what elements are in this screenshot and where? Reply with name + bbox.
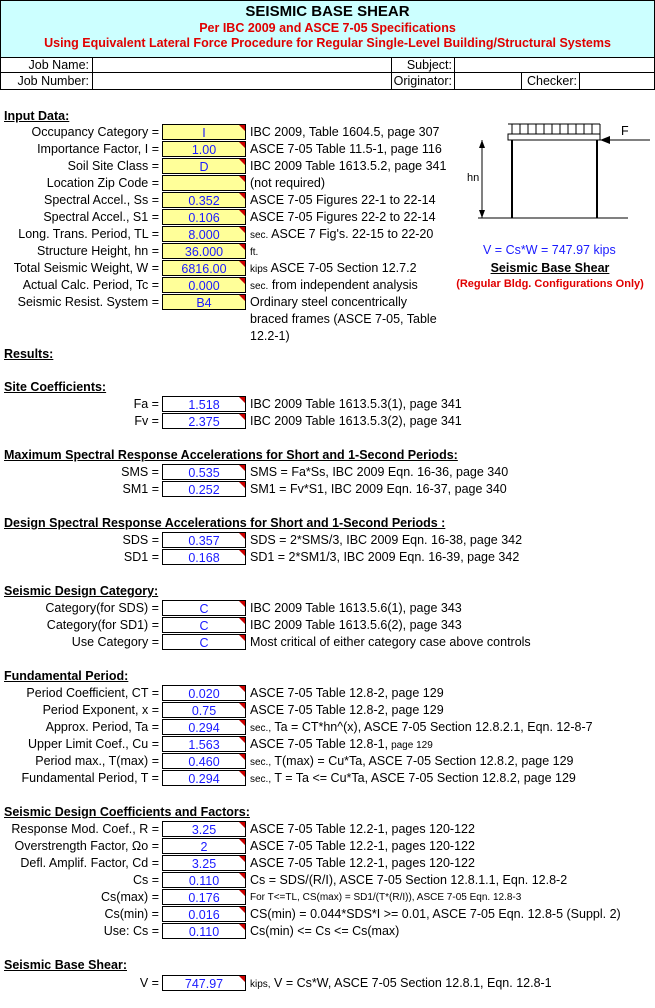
result-cell[interactable] bbox=[162, 600, 246, 616]
row-label: Overstrength Factor, Ωo = bbox=[14, 839, 159, 853]
table-row bbox=[0, 464, 655, 481]
comment-marker-icon bbox=[239, 839, 245, 845]
comment-marker-icon bbox=[239, 397, 245, 403]
row-note-text: SDS = 2*SMS/3, IBC 2009 Eqn. 16-38, page 342 bbox=[250, 533, 523, 547]
row-note bbox=[250, 243, 258, 260]
cell-value: 0.168 bbox=[188, 551, 220, 565]
cell-value: 1.00 bbox=[191, 143, 217, 157]
row-note-text: Ta = CT*hn^(x), ASCE 7-05 Section 12.8.2.1, Eqn. 12-8-7 bbox=[274, 720, 593, 734]
row-note-text: Cs = SDS/(R/I), ASCE 7-05 Section 12.8.1.1, Eqn. 12.8-2 bbox=[250, 873, 568, 887]
system-note-2: braced frames (ASCE 7-05, Table bbox=[250, 312, 437, 326]
cell-value: C bbox=[199, 619, 209, 633]
comment-marker-icon bbox=[239, 822, 245, 828]
input-cell[interactable] bbox=[162, 192, 246, 208]
checker-field[interactable] bbox=[580, 73, 654, 89]
result-cell[interactable] bbox=[162, 549, 246, 565]
row-unit: sec., bbox=[250, 757, 272, 768]
table-row bbox=[0, 549, 655, 566]
site-coefficients-heading: Site Coefficients: bbox=[4, 380, 107, 394]
row-label: Seismic Resist. System = bbox=[17, 295, 159, 309]
row-note bbox=[250, 464, 508, 481]
height-label: hn bbox=[467, 172, 480, 184]
row-note bbox=[250, 158, 446, 175]
job-name-label: Job Name: bbox=[28, 58, 89, 72]
comment-marker-icon bbox=[239, 278, 245, 284]
row-note-text: IBC 2009 Table 1613.5.6(2), page 343 bbox=[250, 618, 462, 632]
input-cell[interactable] bbox=[162, 124, 246, 140]
input-cell[interactable] bbox=[162, 260, 246, 276]
cell-value: D bbox=[199, 160, 209, 174]
comment-marker-icon bbox=[239, 295, 245, 301]
row-note bbox=[250, 260, 417, 277]
row-note bbox=[250, 634, 531, 651]
comment-marker-icon bbox=[239, 976, 245, 982]
comment-marker-icon bbox=[239, 601, 245, 607]
table-row bbox=[0, 532, 655, 549]
row-note-text: ASCE 7-05 Table 12.2-1, pages 120-122 bbox=[250, 856, 475, 870]
row-unit: kips bbox=[250, 264, 268, 275]
table-row bbox=[0, 821, 655, 838]
sheet-title: SEISMIC BASE SHEAR bbox=[245, 3, 410, 20]
row-note bbox=[250, 923, 399, 940]
base-shear-note-text: V = Cs*W, ASCE 7-05 Section 12.8.1, Eqn. 12.8-1 bbox=[274, 976, 552, 990]
row-note-text: Cs(min) <= Cs <= Cs(max) bbox=[250, 924, 400, 938]
row-note bbox=[250, 770, 576, 787]
input-cell[interactable] bbox=[162, 243, 246, 259]
input-cell[interactable] bbox=[162, 175, 246, 191]
row-label: Importance Factor, I = bbox=[37, 142, 159, 156]
row-unit: ft. bbox=[250, 247, 259, 258]
comment-marker-icon bbox=[239, 771, 245, 777]
row-note bbox=[250, 141, 442, 158]
table-row bbox=[0, 719, 655, 736]
result-cell[interactable] bbox=[162, 617, 246, 633]
subject-label: Subject: bbox=[406, 58, 452, 72]
table-row bbox=[0, 736, 655, 753]
cell-value: 0.535 bbox=[188, 466, 220, 480]
result-cell[interactable] bbox=[162, 923, 246, 939]
row-label: Total Seismic Weight, W = bbox=[13, 261, 159, 275]
job-info-box bbox=[0, 57, 655, 90]
row-note bbox=[250, 889, 521, 906]
row-note-text: ASCE 7-05 Table 12.8-2, page 129 bbox=[250, 703, 444, 717]
row-note bbox=[250, 532, 522, 549]
row-label: Approx. Period, Ta = bbox=[45, 720, 159, 734]
row-label: Use: Cs = bbox=[103, 924, 159, 938]
result-cell[interactable] bbox=[162, 413, 246, 429]
input-cell[interactable] bbox=[162, 141, 246, 157]
comment-marker-icon bbox=[239, 703, 245, 709]
cell-value: B4 bbox=[196, 296, 212, 310]
row-label: Soil Site Class = bbox=[67, 159, 159, 173]
row-note bbox=[250, 685, 444, 702]
comment-marker-icon bbox=[239, 227, 245, 233]
cell-value: 6816.00 bbox=[181, 262, 227, 276]
comment-marker-icon bbox=[239, 533, 245, 539]
result-cell[interactable] bbox=[162, 702, 246, 718]
row-label: Category(for SD1) = bbox=[46, 618, 159, 632]
base-shear-unit: kips, bbox=[250, 979, 271, 990]
row-note bbox=[250, 192, 436, 209]
cell-value: 0.252 bbox=[188, 483, 220, 497]
row-note-text: CS(min) = 0.044*SDS*I >= 0.01, ASCE 7-05 Eqn. 12.8-5 (Suppl. 2) bbox=[250, 907, 621, 921]
row-label: SDS = bbox=[122, 533, 159, 547]
row-note-text: For T<=TL, CS(max) = SD1/(T*(R/I)), ASCE 7-05 Eqn. 12.8-3 bbox=[250, 892, 522, 903]
row-note bbox=[250, 226, 433, 243]
period-heading: Fundamental Period: bbox=[4, 669, 129, 683]
job-number-label: Job Number: bbox=[17, 74, 89, 88]
row-label: SD1 = bbox=[123, 550, 159, 564]
row-note-text: T = Ta <= Cu*Ta, ASCE 7-05 Section 12.8.2, page 129 bbox=[274, 771, 576, 785]
row-note-text: ASCE 7-05 Table 11.5-1, page 116 bbox=[250, 142, 442, 156]
row-note bbox=[250, 906, 621, 923]
row-label: Fundamental Period, T = bbox=[21, 771, 159, 785]
row-label: Spectral Accel., Ss = bbox=[44, 193, 159, 207]
job-number-field[interactable] bbox=[93, 73, 391, 89]
figure-caption: Seismic Base Shear bbox=[490, 261, 610, 275]
row-label: SMS = bbox=[121, 465, 159, 479]
row-label: Use Category = bbox=[71, 635, 159, 649]
row-label: Cs(max) = bbox=[101, 890, 159, 904]
result-cell[interactable] bbox=[162, 821, 246, 837]
row-label: Fv = bbox=[134, 414, 159, 428]
cell-value: 0.352 bbox=[188, 194, 220, 208]
result-cell[interactable] bbox=[162, 889, 246, 905]
sheet-header bbox=[0, 0, 655, 58]
input-cell[interactable] bbox=[162, 277, 246, 293]
row-unit: sec., bbox=[250, 723, 272, 734]
row-label: Spectral Accel., S1 = bbox=[43, 210, 159, 224]
row-note bbox=[250, 277, 418, 294]
table-row bbox=[0, 770, 655, 787]
base-shear-value-text: 747.97 bbox=[184, 977, 224, 991]
row-note bbox=[250, 600, 462, 617]
base-shear-value[interactable] bbox=[162, 975, 246, 991]
base-shear-label: V = bbox=[139, 976, 159, 990]
table-row bbox=[0, 413, 655, 430]
row-label: Period Exponent, x = bbox=[42, 703, 159, 717]
row-label: Location Zip Code = bbox=[46, 176, 159, 190]
table-row bbox=[0, 396, 655, 413]
row-label: Cs(min) = bbox=[104, 907, 159, 921]
cell-value: 1.563 bbox=[188, 738, 220, 752]
input-cell[interactable] bbox=[162, 294, 246, 310]
row-label: Occupancy Category = bbox=[31, 125, 159, 139]
row-unit: sec., bbox=[250, 774, 272, 785]
result-cell[interactable] bbox=[162, 532, 246, 548]
row-note-text: ASCE 7-05 Table 12.2-1, pages 120-122 bbox=[250, 839, 475, 853]
row-note-text: SD1 = 2*SM1/3, IBC 2009 Eqn. 16-39, page 342 bbox=[250, 550, 520, 564]
comment-marker-icon bbox=[239, 737, 245, 743]
cell-value: C bbox=[199, 636, 209, 650]
result-cell[interactable] bbox=[162, 906, 246, 922]
row-label: Response Mod. Coef., R = bbox=[11, 822, 159, 836]
cell-value: 0.75 bbox=[191, 704, 217, 718]
row-label: Upper Limit Coef., Cu = bbox=[28, 737, 159, 751]
result-cell[interactable] bbox=[162, 753, 246, 769]
row-note bbox=[250, 855, 475, 872]
row-note bbox=[250, 702, 444, 719]
cell-value: 0.020 bbox=[188, 687, 220, 701]
row-note bbox=[250, 617, 462, 634]
table-row bbox=[0, 600, 655, 617]
row-note-text: ASCE 7-05 Table 12.8-2, page 129 bbox=[250, 686, 444, 700]
checker-label: Checker: bbox=[526, 74, 577, 88]
results-heading: Results: bbox=[4, 347, 54, 361]
row-note-text: ASCE 7-05 Figures 22-1 to 22-14 bbox=[250, 193, 436, 207]
comment-marker-icon bbox=[239, 686, 245, 692]
table-row bbox=[0, 294, 655, 311]
cell-value: 2.375 bbox=[188, 415, 220, 429]
table-row bbox=[0, 855, 655, 872]
row-note bbox=[250, 872, 567, 889]
table-row bbox=[0, 906, 655, 923]
row-label: Defl. Amplif. Factor, Cd = bbox=[20, 856, 159, 870]
row-note bbox=[250, 294, 407, 311]
row-note-text: SMS = Fa*Ss, IBC 2009 Eqn. 16-36, page 340 bbox=[250, 465, 509, 479]
row-note bbox=[250, 396, 462, 413]
row-note-text: IBC 2009 Table 1613.5.3(2), page 341 bbox=[250, 414, 462, 428]
originator-label: Originator: bbox=[393, 74, 452, 88]
row-note bbox=[250, 549, 519, 566]
cell-value: 36.000 bbox=[184, 245, 224, 259]
comment-marker-icon bbox=[239, 414, 245, 420]
table-row bbox=[0, 838, 655, 855]
base-shear-note bbox=[250, 975, 552, 992]
row-note-text: IBC 2009 Table 1613.5.3(1), page 341 bbox=[250, 397, 462, 411]
result-cell[interactable] bbox=[162, 396, 246, 412]
row-note-text: (not required) bbox=[250, 176, 326, 190]
table-row bbox=[0, 617, 655, 634]
job-name-field[interactable] bbox=[93, 57, 391, 73]
cell-value: 0.106 bbox=[188, 211, 220, 225]
max-spectral-heading: Maximum Spectral Response Accelerations for Short and 1-Second Periods: bbox=[4, 448, 458, 462]
table-row bbox=[0, 872, 655, 889]
base-shear-equation: V = Cs*W = 747.97 kips bbox=[483, 243, 616, 257]
result-cell[interactable] bbox=[162, 464, 246, 480]
cell-value: 0.000 bbox=[188, 279, 220, 293]
result-cell[interactable] bbox=[162, 634, 246, 650]
row-note bbox=[250, 838, 475, 855]
result-cell[interactable] bbox=[162, 685, 246, 701]
row-note-text: Ordinary steel concentrically bbox=[250, 295, 408, 309]
row-note-text: ASCE 7-05 Figures 22-2 to 22-14 bbox=[250, 210, 436, 224]
row-note bbox=[250, 753, 574, 770]
originator-field[interactable] bbox=[455, 73, 521, 89]
row-note-text: IBC 2009, Table 1604.5, page 307 bbox=[250, 125, 440, 139]
table-row bbox=[0, 702, 655, 719]
comment-marker-icon bbox=[239, 193, 245, 199]
cell-value: 0.294 bbox=[188, 721, 220, 735]
base-shear-heading: Seismic Base Shear: bbox=[4, 958, 127, 972]
input-cell[interactable] bbox=[162, 226, 246, 242]
cell-value: 0.110 bbox=[188, 874, 220, 888]
cell-value: 8.000 bbox=[188, 228, 220, 242]
comment-marker-icon bbox=[239, 873, 245, 879]
table-row bbox=[0, 481, 655, 498]
row-note-text: ASCE 7 Fig's. 22-15 to 22-20 bbox=[271, 227, 434, 241]
row-note bbox=[250, 719, 593, 736]
row-label: Fa = bbox=[133, 397, 159, 411]
cell-value: 0.176 bbox=[188, 891, 220, 905]
comment-marker-icon bbox=[239, 890, 245, 896]
result-cell[interactable] bbox=[162, 736, 246, 752]
table-row bbox=[0, 634, 655, 651]
table-row bbox=[0, 889, 655, 906]
row-note-text: IBC 2009 Table 1613.5.6(1), page 343 bbox=[250, 601, 462, 615]
comment-marker-icon bbox=[239, 618, 245, 624]
result-cell[interactable] bbox=[162, 838, 246, 854]
comment-marker-icon bbox=[239, 244, 245, 250]
result-cell[interactable] bbox=[162, 872, 246, 888]
cell-value: 3.25 bbox=[191, 823, 217, 837]
comment-marker-icon bbox=[239, 125, 245, 131]
row-note-small: page 129 bbox=[391, 740, 433, 751]
comment-marker-icon bbox=[239, 176, 245, 182]
row-label: Actual Calc. Period, Tc = bbox=[22, 278, 159, 292]
row-note bbox=[250, 736, 433, 753]
sheet-subtitle-1: Per IBC 2009 and ASCE 7-05 Specifications bbox=[199, 21, 456, 35]
row-note-text: ASCE 7-05 Table 12.8-1, bbox=[250, 737, 389, 751]
row-label: Structure Height, hn = bbox=[37, 244, 159, 258]
row-note bbox=[250, 209, 436, 226]
row-note bbox=[250, 413, 462, 430]
cell-value: 0.460 bbox=[188, 755, 220, 769]
cell-value: 0.357 bbox=[188, 534, 220, 548]
comment-marker-icon bbox=[239, 482, 245, 488]
row-label: Cs = bbox=[132, 873, 159, 887]
category-heading: Seismic Design Category: bbox=[4, 584, 159, 598]
result-cell[interactable] bbox=[162, 719, 246, 735]
cell-value: 3.25 bbox=[191, 857, 217, 871]
row-note-text: T(max) = Cu*Ta, ASCE 7-05 Section 12.8.2, page 129 bbox=[274, 754, 574, 768]
row-note-text: ASCE 7-05 Section 12.7.2 bbox=[270, 261, 417, 275]
row-note bbox=[250, 481, 507, 498]
input-cell[interactable] bbox=[162, 209, 246, 225]
input-data-heading: Input Data: bbox=[4, 109, 70, 123]
comment-marker-icon bbox=[239, 856, 245, 862]
force-label: F bbox=[621, 124, 629, 138]
cell-value: C bbox=[199, 602, 209, 616]
cell-value: 0.110 bbox=[188, 925, 220, 939]
input-cell[interactable] bbox=[162, 158, 246, 174]
cell-value: 1.518 bbox=[188, 398, 220, 412]
row-unit: sec. bbox=[250, 281, 269, 292]
row-label: Category(for SDS) = bbox=[45, 601, 159, 615]
system-note-3: 12.2-1) bbox=[250, 329, 290, 343]
row-note-text: IBC 2009 Table 1613.5.2, page 341 bbox=[250, 159, 447, 173]
comment-marker-icon bbox=[239, 465, 245, 471]
row-unit: sec. bbox=[250, 230, 269, 241]
cell-value: I bbox=[202, 126, 206, 140]
result-cell[interactable] bbox=[162, 855, 246, 871]
row-label: Period Coefficient, CT = bbox=[26, 686, 159, 700]
subject-field[interactable] bbox=[455, 57, 654, 73]
row-note bbox=[250, 175, 325, 192]
comment-marker-icon bbox=[239, 142, 245, 148]
cell-value: 0.294 bbox=[188, 772, 220, 786]
row-note-text: Most critical of either category case above controls bbox=[250, 635, 531, 649]
comment-marker-icon bbox=[239, 720, 245, 726]
base-shear-row bbox=[0, 975, 655, 992]
comment-marker-icon bbox=[239, 924, 245, 930]
coefficients-heading: Seismic Design Coefficients and Factors: bbox=[4, 805, 250, 819]
table-row bbox=[0, 923, 655, 940]
row-note bbox=[250, 124, 440, 141]
row-note-text: ASCE 7-05 Table 12.2-1, pages 120-122 bbox=[250, 822, 475, 836]
table-row bbox=[0, 753, 655, 770]
sheet-subtitle-2: Using Equivalent Lateral Force Procedure for Regular Single-Level Building/Structural Systems bbox=[44, 36, 611, 50]
figure-caption-note: (Regular Bldg. Configurations Only) bbox=[456, 278, 644, 290]
comment-marker-icon bbox=[239, 159, 245, 165]
comment-marker-icon bbox=[239, 754, 245, 760]
row-label: Period max., T(max) = bbox=[35, 754, 159, 768]
row-note-text: from independent analysis bbox=[271, 278, 418, 292]
comment-marker-icon bbox=[239, 550, 245, 556]
row-note-text: SM1 = Fv*S1, IBC 2009 Eqn. 16-37, page 340 bbox=[250, 482, 507, 496]
comment-marker-icon bbox=[239, 907, 245, 913]
table-row bbox=[0, 685, 655, 702]
row-label: SM1 = bbox=[122, 482, 159, 496]
result-cell[interactable] bbox=[162, 770, 246, 786]
comment-marker-icon bbox=[239, 261, 245, 267]
row-note bbox=[250, 821, 475, 838]
design-spectral-heading: Design Spectral Response Accelerations for Short and 1-Second Periods : bbox=[4, 516, 446, 530]
row-label: Long. Trans. Period, TL = bbox=[18, 227, 159, 241]
cell-value: 2 bbox=[200, 840, 208, 854]
cell-value: 0.016 bbox=[188, 908, 220, 922]
comment-marker-icon bbox=[239, 210, 245, 216]
comment-marker-icon bbox=[239, 635, 245, 641]
result-cell[interactable] bbox=[162, 481, 246, 497]
